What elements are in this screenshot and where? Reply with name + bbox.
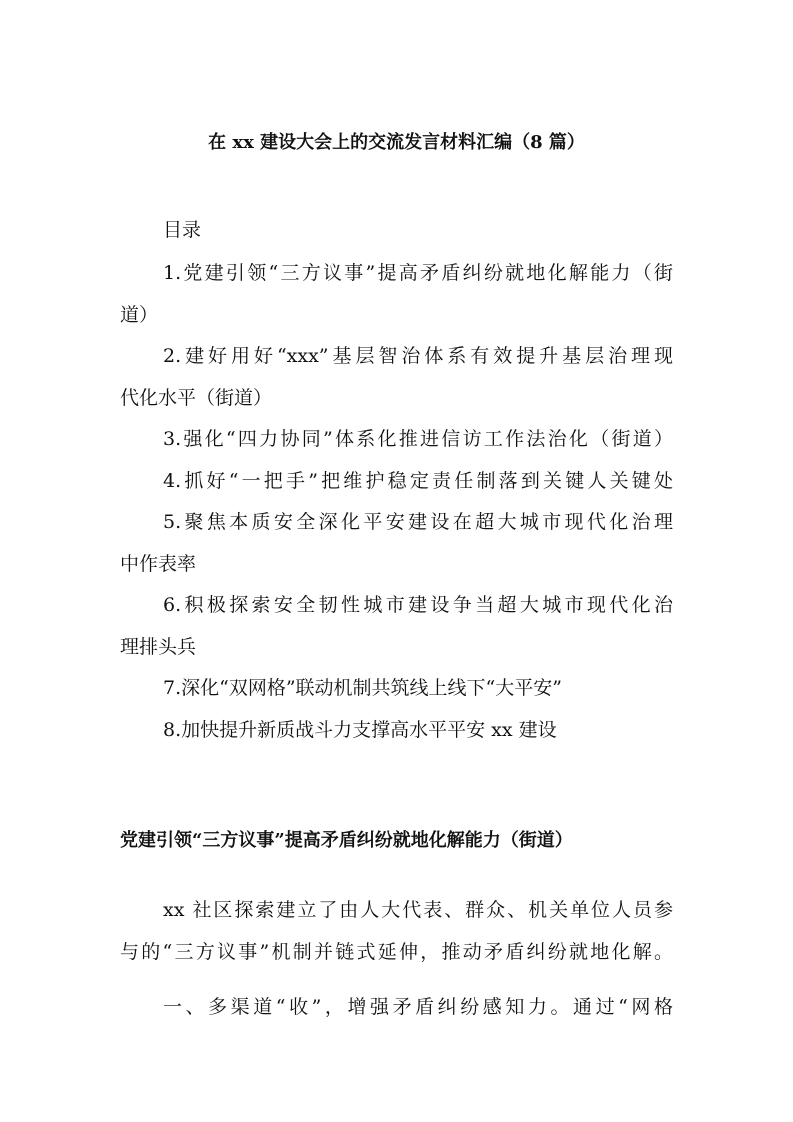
- toc-line-2-cont: 代化水平（街道）: [120, 387, 273, 409]
- toc-line-6-cont: 理排头兵: [120, 636, 197, 658]
- section-paragraph-line-3: 一、多渠道“收”，增强矛盾纠纷感知力。通过“网格: [163, 996, 673, 1018]
- section-paragraph-line-2: 与的“三方议事”机制并链式延伸，推动矛盾纠纷就地化解。: [120, 941, 673, 963]
- toc-line-1: 1.党建引领“三方议事”提高矛盾纠纷就地化解能力（街: [163, 262, 673, 284]
- toc-line-6: 6.积极探索安全韧性城市建设争当超大城市现代化治: [163, 594, 673, 616]
- toc-label: 目录: [163, 219, 202, 241]
- section-heading: 党建引领“三方议事”提高矛盾纠纷就地化解能力（街道）: [120, 830, 573, 851]
- document-title: 在 xx 建设大会上的交流发言材料汇编（8 篇）: [208, 132, 585, 153]
- toc-line-2: 2.建好用好“xxx”基层智治体系有效提升基层治理现: [163, 345, 673, 367]
- toc-line-1-cont: 道）: [120, 304, 159, 326]
- toc-line-5: 5.聚焦本质安全深化平安建设在超大城市现代化治理: [163, 511, 673, 533]
- toc-line-7: 7.深化“双网格”联动机制共筑线上线下“大平安”: [163, 677, 562, 699]
- toc-line-4: 4.抓好“一把手”把维护稳定责任制落到关键人关键处: [163, 470, 673, 492]
- toc-line-3: 3.强化“四力协同”体系化推进信访工作法治化（街道）: [163, 428, 673, 450]
- toc-line-8: 8.加快提升新质战斗力支撑高水平平安 xx 建设: [163, 719, 557, 741]
- section-paragraph-line-1: xx 社区探索建立了由人大代表、群众、机关单位人员参: [163, 899, 673, 921]
- toc-line-5-cont: 中作表率: [120, 553, 197, 575]
